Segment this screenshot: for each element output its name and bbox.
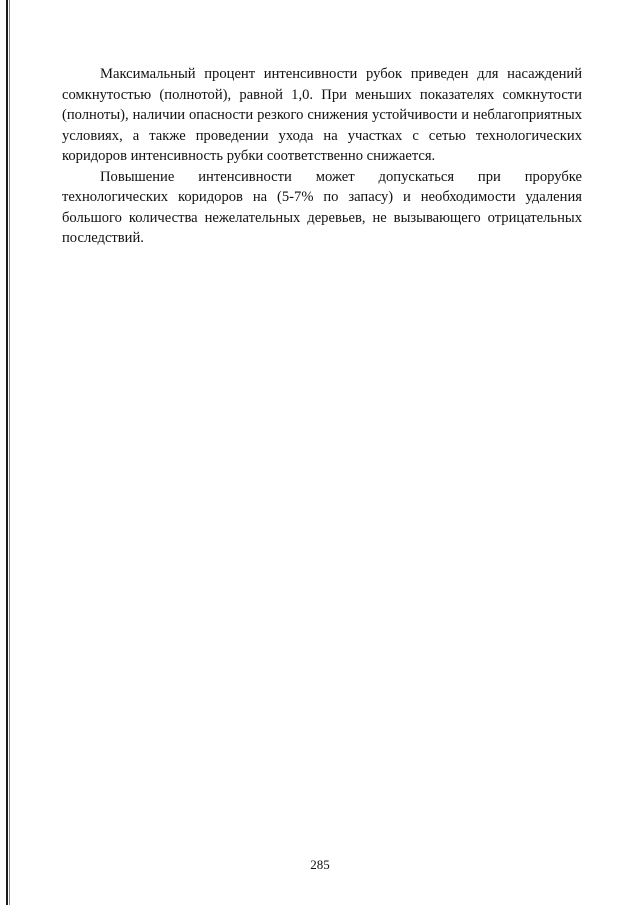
body-text [62,64,582,249]
page-number: 285 [310,857,330,872]
scan-left-edge-shadow [9,0,10,905]
paragraph-intensity-increase: Повышение интенсивности может допускаться при прорубке технологических коридоров на (5-7% по запасу) и необходимости удаления большого количества нежелательных деревьев, не вызывающего отрицательных последствий. [62,168,582,246]
scan-left-edge-line [6,0,8,905]
paragraph-max-intensity: Максимальный процент интенсивности рубок приведен для насаждений сомкнутостью (полнотой), равной 1,0. При меньших показателях сомкнутости (полноты), наличии опасности резкого снижения устойчивости и неблагоприятных условиях, а также проведении ухода на участках с сетью технологических коридоров интенсивность рубки соответственно снижается. [62,66,582,164]
